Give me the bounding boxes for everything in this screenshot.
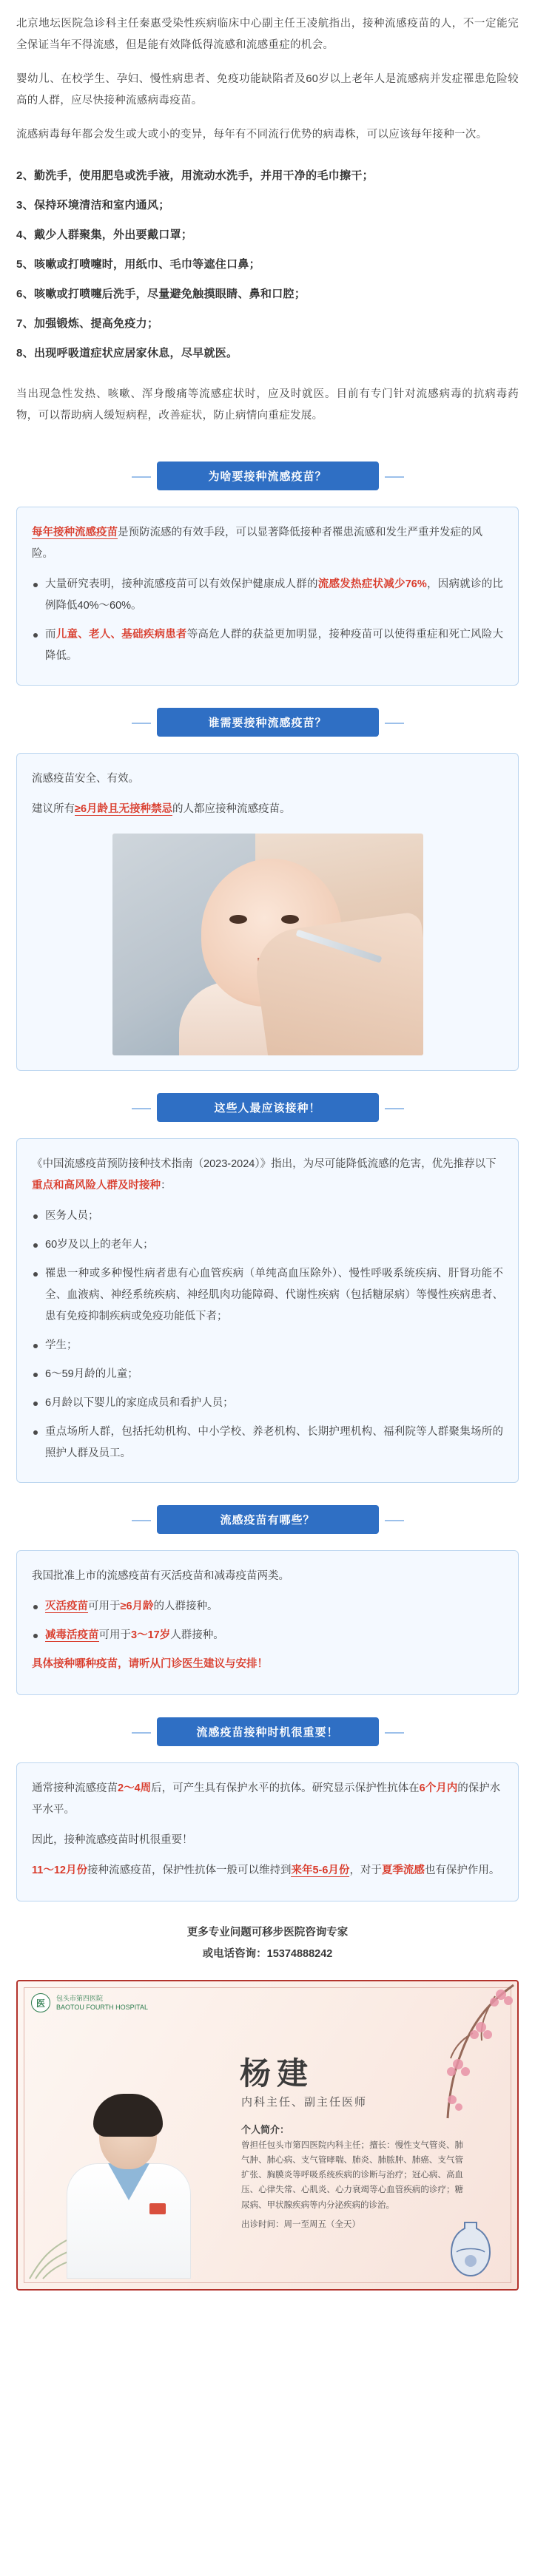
after-tips-paragraph: 当出现急性发热、咳嗽、浑身酸痛等流感症状时，应及时就医。目前有专门针对流感病毒的抗病毒药物，可以帮助病人缓短病程，改善症状，防止病情向重症发展。 — [16, 388, 519, 422]
doctor-photo — [61, 2092, 198, 2277]
section-2-banner: 谁需要接种流感疫苗？ — [157, 708, 379, 737]
section-2-line-1: 流感疫苗安全、有效。 — [32, 773, 139, 785]
section-3-item-7: 重点场所人群，包括托幼机构、中小学校、养老机构、长期护理机构、福利院等人群聚集场所的照护人群及员工。 — [32, 1421, 503, 1464]
contact-block — [16, 1922, 519, 1965]
section-3-item-3: 罹患一种或多种慢性病者患有心血管疾病（单纯高血压除外）、慢性呼吸系统疾病、肝肾功能不全、血液病、神经系统疾病、神经肌肉功能障碍、代谢性疾病（包括糖尿病）等慢性疾病患者、患有免疫抑制疾病或免疫功能低下者； — [32, 1263, 503, 1328]
section-3-card — [16, 1138, 519, 1483]
section-5-p1-highlight: 2～4周 — [118, 1782, 152, 1794]
vaccination-photo — [112, 834, 423, 1055]
section-1-banner-wrap — [16, 462, 519, 490]
section-3-item-5: 6～59月龄的儿童； — [32, 1364, 503, 1385]
section-4-bullet-2 — [32, 1625, 503, 1646]
intro-paragraph-3: 流感病毒每年都会发生或大或小的变异，每年有不同流行优势的病毒株，可以应该每年接种一次。 — [16, 129, 488, 141]
section-4-bullet-1 — [32, 1596, 503, 1617]
section-5-banner: 流感疫苗接种时机很重要！ — [157, 1717, 379, 1746]
tip-item-5: 5、咳嗽或打喷嚏时，用纸巾、毛巾等遮住口鼻； — [16, 258, 260, 271]
section-1-bullet-1 — [32, 574, 503, 617]
section-4-bullet-2-post: 人群接种。 — [170, 1629, 224, 1641]
section-5-p3-highlight-2: 来年5-6月份 — [291, 1865, 350, 1876]
section-5-p3-post: 也有保护作用。 — [424, 1865, 500, 1876]
section-1-bullet-2-post: 等高危人群的获益更加明显，接种疫苗可以使得重症和死亡风险大降低。 — [45, 629, 504, 662]
section-3-lead-post: ： — [161, 1180, 172, 1191]
hospital-name — [56, 1994, 148, 2012]
section-3-banner: 这些人最应该接种！ — [157, 1093, 379, 1122]
section-5-p3-highlight-3: 夏季流感 — [381, 1865, 425, 1876]
section-3-item-6: 6月龄以下婴儿的家庭成员和看护人员； — [32, 1393, 503, 1414]
section-3-banner-wrap — [16, 1093, 519, 1122]
contact-line-1: 更多专业问题可移步医院咨询专家 — [186, 1927, 349, 1938]
section-3-item-2: 60岁及以上的老年人； — [32, 1234, 503, 1256]
section-2-line-2-pre: 建议所有 — [32, 803, 75, 815]
tip-item-6: 6、咳嗽或打喷嚏后洗手，尽量避免触摸眼睛、鼻和口腔； — [16, 288, 306, 300]
hospital-name-en: BAOTOU FOURTH HOSPITAL — [56, 2004, 149, 2011]
intro-paragraph-2: 婴幼儿、在校学生、孕妇、慢性病患者、免疫功能缺陷者及60岁以上老年人是流感病并发症罹患危险较高的人群，应尽快接种流感病毒疫苗。 — [16, 73, 519, 107]
section-3-lead-highlight: 重点和高风险人群及时接种 — [32, 1180, 161, 1191]
section-1-lead-highlight: 每年接种流感疫苗 — [32, 527, 118, 538]
section-3-lead-pre: 《中国流感疫苗预防接种技术指南（2023-2024）》指出，为尽可能降低流感的危害，优先推荐以下 — [32, 1158, 497, 1170]
section-1-bullet-1-post: ，因病就诊的比例降低40%～60%。 — [45, 578, 503, 612]
section-1-banner: 为啥要接种流感疫苗？ — [157, 462, 379, 490]
hospital-logo-icon: 医 — [31, 1993, 50, 2012]
tip-item-4: 4、戴少人群聚集，外出要戴口罩； — [16, 229, 193, 241]
section-1-bullet-1-highlight: 流感发热症状减少76% — [317, 578, 427, 590]
doctor-role: 内科主任、副主任医师 — [241, 2096, 368, 2109]
section-4-bullet-2-text: 可用于 — [98, 1629, 131, 1641]
section-1-bullet-2-highlight: 儿童、老人、基础疾病患者 — [55, 629, 187, 640]
section-4-banner-wrap — [16, 1505, 519, 1534]
section-1-card — [16, 507, 519, 686]
section-5-p3-mid: 接种流感疫苗，保护性抗体一般可以维持到 — [87, 1865, 292, 1876]
section-2-line-2 — [32, 799, 503, 820]
section-1-lead-rest: 是预防流感的有效手段，可以显著降低接种者罹患流感和发生严重并发症的风险。 — [32, 527, 482, 560]
section-4-bullet-2-highlight: 减毒活疫苗 — [45, 1629, 99, 1641]
section-5-p1-highlight-2: 6个月内 — [419, 1782, 458, 1794]
section-5-p1-post: 的保护水平水平。 — [32, 1782, 501, 1816]
section-5-p1-mid: 后，可产生具有保护水平的抗体。研究显示保护性抗体在 — [151, 1782, 420, 1794]
section-4-line-1: 我国批准上市的流感疫苗有灭活疫苗和减毒疫苗两类。 — [32, 1570, 289, 1582]
section-3-lead — [32, 1154, 503, 1197]
tip-item-8: 8、出现呼吸道症状应居家休息，尽早就医。 — [16, 347, 238, 359]
hospital-branding — [31, 1993, 504, 2012]
doctor-photo-hair — [93, 2094, 163, 2137]
section-4-bullet-2-highlight-2: 3～17岁 — [131, 1629, 171, 1641]
tip-item-2: 2、勤洗手，使用肥皂或洗手液，用流动水洗手，并用干净的毛巾擦干； — [16, 169, 374, 182]
hospital-name-cn: 包头市第四医院 — [56, 1994, 104, 2002]
section-1-bullet-1-pre: 大量研究表明，接种流感疫苗可以有效保护健康成人群的 — [45, 578, 318, 590]
section-5-p3-highlight: 11～12月份 — [32, 1865, 87, 1876]
photo-baby-eye-right — [281, 915, 299, 924]
doctor-intro-title: 个人简介： — [241, 2124, 290, 2135]
section-4-bullet-1-post: 的人群接种。 — [153, 1600, 218, 1612]
intro-paragraph-1: 北京地坛医院急诊科主任秦惠受染性疾病临床中心副主任王凌航指出，接种流感疫苗的人，不一定能完全保证当年不得流感，但是能有效降低得流感和流感重症的机会。 — [16, 18, 519, 51]
section-5-card — [16, 1762, 519, 1901]
section-1-bullet-2-pre: 而 — [45, 629, 56, 640]
section-4-bullet-1-text: 可用于 — [88, 1600, 121, 1612]
section-4-note: 具体接种哪种疫苗，请听从门诊医生建议与安排！ — [32, 1658, 268, 1670]
section-2-line-2-post: 的人都应接种流感疫苗。 — [172, 803, 291, 815]
tip-item-3: 3、保持环境清洁和室内通风； — [16, 199, 170, 212]
section-4-bullet-1-highlight: 灭活疫苗 — [45, 1600, 88, 1612]
section-2-banner-wrap — [16, 708, 519, 737]
doctor-photo-badge — [149, 2203, 166, 2214]
doctor-profile-card — [16, 1980, 519, 2291]
section-3-item-1: 医务人员； — [32, 1206, 503, 1227]
section-5-paragraph-1 — [32, 1778, 503, 1821]
section-1-lead — [32, 522, 503, 565]
section-5-p3-mid-2: ，对于 — [349, 1865, 382, 1876]
section-5-paragraph-3 — [32, 1860, 503, 1882]
section-5-banner-wrap — [16, 1717, 519, 1746]
section-2-line-2-highlight: ≥6月龄且无接种禁忌 — [75, 803, 173, 815]
contact-line-2[interactable]: 或电话咨询：15374888242 — [202, 1948, 333, 1960]
photo-baby-eye-left — [229, 915, 247, 924]
section-1-bullet-2 — [32, 624, 503, 667]
section-4-bullet-1-highlight-2: ≥6月龄 — [120, 1600, 154, 1612]
doctor-clinic-hours: 出诊时间：周一至周五（全天） — [241, 2220, 360, 2229]
section-4-banner: 流感疫苗有哪些？ — [157, 1505, 379, 1534]
tip-item-7: 7、加强锻炼、提高免疫力； — [16, 317, 159, 330]
doctor-intro-body — [241, 2138, 463, 2232]
doctor-intro-text: 曾担任包头市第四医院内科主任；擅长：慢性支气管炎、肺气肿、肺心病、支气管哮喘、肺炎、肺脓肿、肺癌、支气管扩张、胸膜炎等呼吸系统疾病的诊断与治疗；冠心病、高血压、心律失常、心肌炎、心力衰竭等心血管疾病的诊疗；糖尿病、甲状腺疾病等内分泌疾病的诊治。 — [241, 2141, 463, 2210]
doctor-name: 杨建 — [240, 2058, 314, 2092]
section-4-card — [16, 1550, 519, 1695]
section-3-item-4: 学生； — [32, 1335, 503, 1356]
section-5-paragraph-2: 因此，接种流感疫苗时机很重要！ — [32, 1834, 193, 1846]
section-5-p1-pre: 通常接种流感疫苗 — [32, 1782, 118, 1794]
section-2-card — [16, 753, 519, 1071]
